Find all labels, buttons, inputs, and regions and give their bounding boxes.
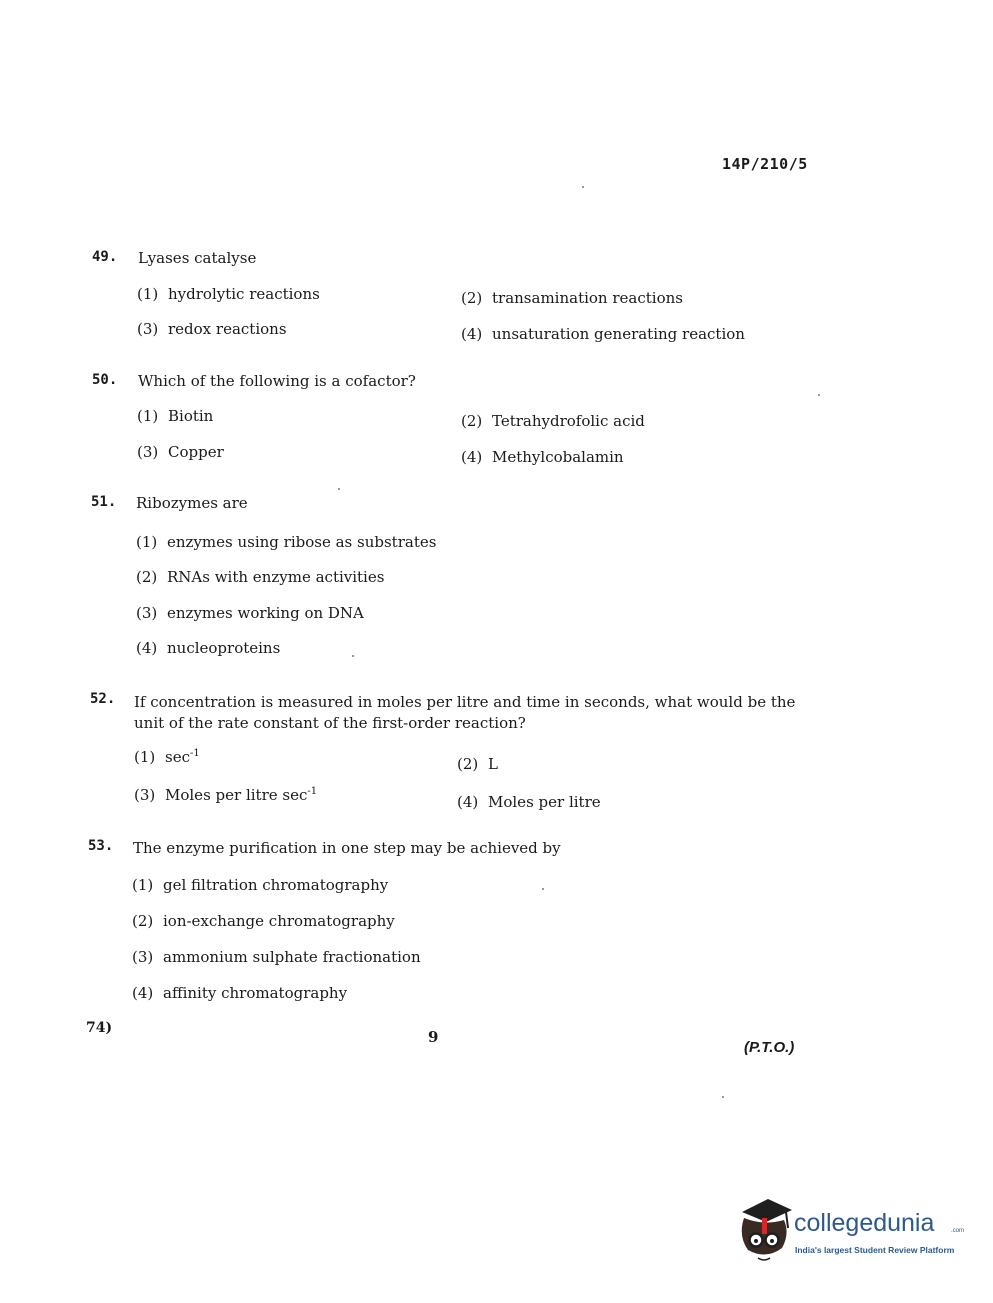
option-2: (2) transamination reactions [461, 289, 683, 307]
brand-com: .com [951, 1228, 965, 1234]
scan-speck [542, 888, 544, 890]
question-text: Which of the following is a cofactor? [138, 372, 416, 390]
option-3: (3) Copper [137, 443, 224, 461]
scan-speck [722, 1096, 724, 1098]
question-number: 53. [88, 838, 114, 854]
option-1: (1) hydrolytic reactions [137, 285, 320, 303]
brand-tagline: India's largest Student Review Platform [795, 1245, 955, 1255]
option-4: (4) Moles per litre [457, 793, 601, 811]
option-3: (3) redox reactions [137, 320, 287, 338]
question-text: Lyases catalyse [138, 249, 257, 267]
question-text: The enzyme purification in one step may be achieved by [133, 839, 561, 857]
question-number: 50. [92, 372, 118, 388]
option-4: (4) affinity chromatography [132, 984, 348, 1002]
option-4: (4) nucleoproteins [136, 639, 281, 657]
page-number: 9 [428, 1028, 439, 1046]
question-text: Ribozymes are [136, 494, 248, 512]
option-4: (4) unsaturation generating reaction [461, 325, 745, 343]
option-3: (3) ammonium sulphate fractionation [132, 948, 421, 966]
option-3: (3) Moles per litre $\sec^{-1}$ [134, 786, 318, 804]
question-text-line-2: unit of the rate constant of the first-order reaction? [134, 714, 526, 732]
option-1: (1) Biotin [137, 407, 214, 425]
scan-speck [582, 186, 584, 188]
footer-code: 74) [86, 1020, 113, 1036]
question-number: 51. [91, 494, 117, 510]
scan-speck [818, 394, 820, 396]
option-1: (1) $\sec^{-1}$ [134, 748, 200, 766]
option-2: (2) ion-exchange chromatography [132, 912, 395, 930]
brand-name: collegedunia [794, 1209, 935, 1237]
question-number: 52. [90, 691, 116, 707]
option-1: (1) gel filtration chromatography [132, 876, 389, 894]
option-2: (2) L [457, 755, 498, 773]
option-3: (3) enzymes working on DNA [136, 604, 364, 622]
option-2: (2) Tetrahydrofolic acid [461, 412, 645, 430]
scan-speck [338, 488, 340, 490]
option-4: (4) Methylcobalamin [461, 448, 624, 466]
mascot-icon [734, 1196, 796, 1268]
question-number: 49. [92, 249, 118, 265]
option-1: (1) enzymes using ribose as substrates [136, 533, 437, 551]
scan-speck [352, 655, 354, 657]
pto-label: (P.T.O.) [744, 1039, 795, 1056]
option-2: (2) RNAs with enzyme activities [136, 568, 385, 586]
paper-code: 14P/210/5 [722, 155, 808, 173]
question-text-line-1: If concentration is measured in moles per litre and time in seconds, what would be the [134, 693, 796, 711]
